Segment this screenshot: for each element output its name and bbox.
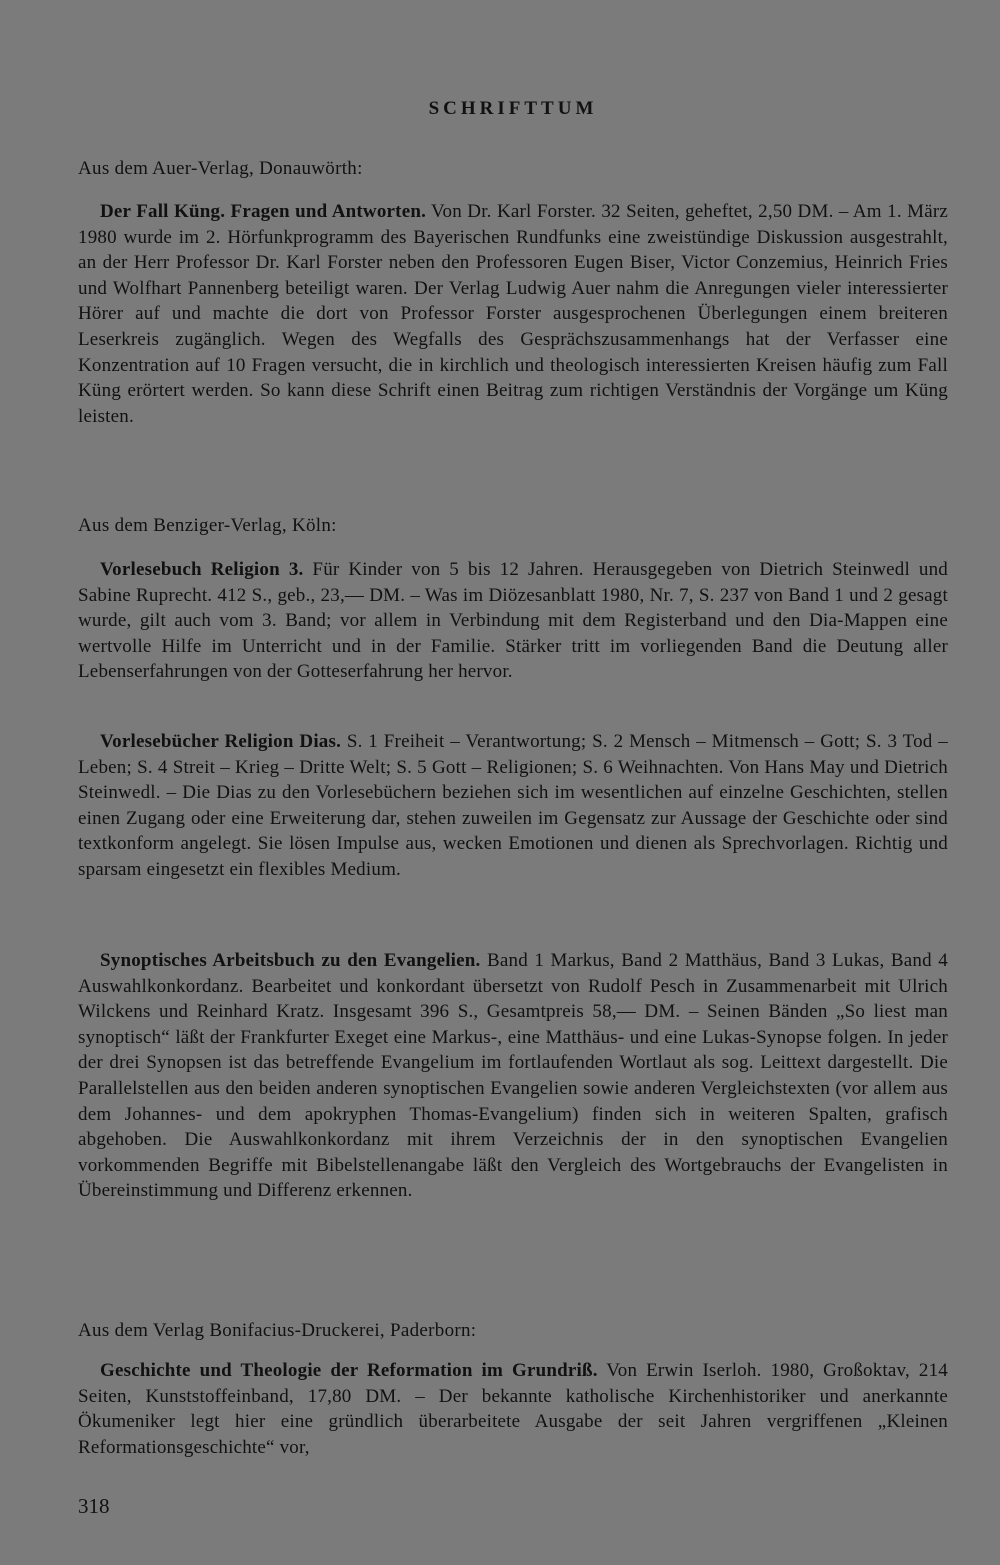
entry-title: Vorlesebuch Religion 3.: [100, 559, 304, 580]
entry-text: Für Kinder von 5 bis 12 Jahren. Herausgegeben von Dietrich Steinwedl und Sabine Ruprecht. 412 S., geb., 23,— DM. – Was im Diözesanblatt 1980, Nr. 7, S. 237 von Band 1 und 2 gesagt wurde, gilt auch vom 3. Band; vor allem in Verbindung mit dem Registerband und den Dia-Mappen eine wertvolle Hilfe im Unterricht und in der Familie. Stärker tritt im vorliegenden Band die Deutung aller Lebenserfahrungen von der Gotteserfahrung her hervor.: [78, 559, 948, 683]
entry-title: Geschichte und Theologie der Reformation im Grundriß.: [100, 1360, 598, 1381]
section-heading: SCHRIFTTUM: [428, 98, 598, 119]
publisher-heading: Aus dem Benziger-Verlag, Köln:: [78, 515, 337, 536]
entry-text: S. 1 Freiheit – Verantwortung; S. 2 Mensch – Mitmensch – Gott; S. 3 Tod – Leben; S. 4 Streit – Krieg – Dritte Welt; S. 5 Gott – Religionen; S. 6 Weihnachten. Von Hans May und Dietrich Steinwedl. – Die Dias zu den Vorlesebüchern beziehen sich im wesentlichen auf einzelne Geschichten, stellen einen Zugang oder eine Erweiterung dar, stehen zuweilen im Gegensatz zur Aussage der Geschichte oder sind textkonform angelegt. Sie lösen Impulse aus, wecken Emotionen und dienen als Sprechvorlagen. Richtig und sparsam eingesetzt ein flexibles Medium.: [78, 731, 948, 880]
review-entry: [78, 948, 948, 1204]
review-entry: [78, 1358, 948, 1460]
entry-title: Der Fall Küng. Fragen und Antworten.: [100, 201, 427, 222]
page-number: 318: [78, 1494, 110, 1518]
entry-text: Von Dr. Karl Forster. 32 Seiten, geheftet, 2,50 DM. – Am 1. März 1980 wurde im 2. Hörfunkprogramm des Bayerischen Rundfunks eine zweistündige Diskussion ausgestrahlt, an der Herr Professor Dr. Karl Forster neben den Professoren Eugen Biser, Victor Conzemius, Heinrich Fries und Wolfhart Pannenberg beteiligt waren. Der Verlag Ludwig Auer nahm die Anregungen vieler interessierter Hörer auf und machte die dort von Professor Forster ausgesprochenen Überlegungen einem breiteren Leserkreis zugänglich. Wegen des Wegfalls des Gesprächszusammenhangs hat der Verfasser eine Konzentration auf 10 Fragen versucht, die in kirchlich und theologisch interessierten Kreisen häufig zum Fall Küng erörtert werden. So kann diese Schrift einen Beitrag zum richtigen Verständnis der Vorgänge um Küng leisten.: [78, 201, 949, 427]
review-entry: [78, 557, 948, 685]
review-entry: [78, 199, 948, 429]
entry-title: Synoptisches Arbeitsbuch zu den Evangelien.: [100, 950, 481, 971]
publisher-heading: Aus dem Verlag Bonifacius-Druckerei, Paderborn:: [78, 1320, 477, 1341]
publisher-heading: Aus dem Auer-Verlag, Donauwörth:: [78, 158, 363, 179]
entry-text: Band 1 Markus, Band 2 Matthäus, Band 3 Lukas, Band 4 Auswahlkonkordanz. Bearbeitet und konkordant übersetzt von Rudolf Pesch in Zusammenarbeit mit Ulrich Wilckens und Reinhard Kratz. Insgesamt 396 S., Gesamtpreis 58,— DM. – Seinen Bänden „So liest man synoptisch“ läßt der Frankfurter Exeget eine Markus-, eine Matthäus- und eine Lukas-Synopse folgen. In jeder der drei Synopsen ist das betreffende Evangelium im fortlaufenden Wortlaut als sog. Leittext dargestellt. Die Parallelstellen aus den beiden anderen synoptischen Evangelien sowie anderen Vergleichstexten (vor allem aus dem Johannes- und dem apokryphen Thomas-Evangelium) finden sich in weiteren Spalten, grafisch abgehoben. Die Auswahlkonkordanz mit ihrem Verzeichnis der in den synoptischen Evangelien vorkommenden Begriffe mit Bibelstellenangabe läßt den Vergleich des Wortgebrauchs der Evangelisten in Übereinstimmung und Differenz erkennen.: [78, 950, 948, 1202]
entry-title: Vorlesebücher Religion Dias.: [100, 731, 342, 752]
review-entry: [78, 729, 948, 883]
page: [78, 0, 948, 1565]
entry-text: Von Erwin Iserloh. 1980, Großoktav, 214 Seiten, Kunststoffeinband, 17,80 DM. – Der bekannte katholische Kirchenhistoriker und anerkannte Ökumeniker legt hier eine gründlich überarbeitete Ausgabe der seit Jahren vergriffenen „Kleinen Reformationsgeschichte“ vor,: [78, 1360, 948, 1458]
